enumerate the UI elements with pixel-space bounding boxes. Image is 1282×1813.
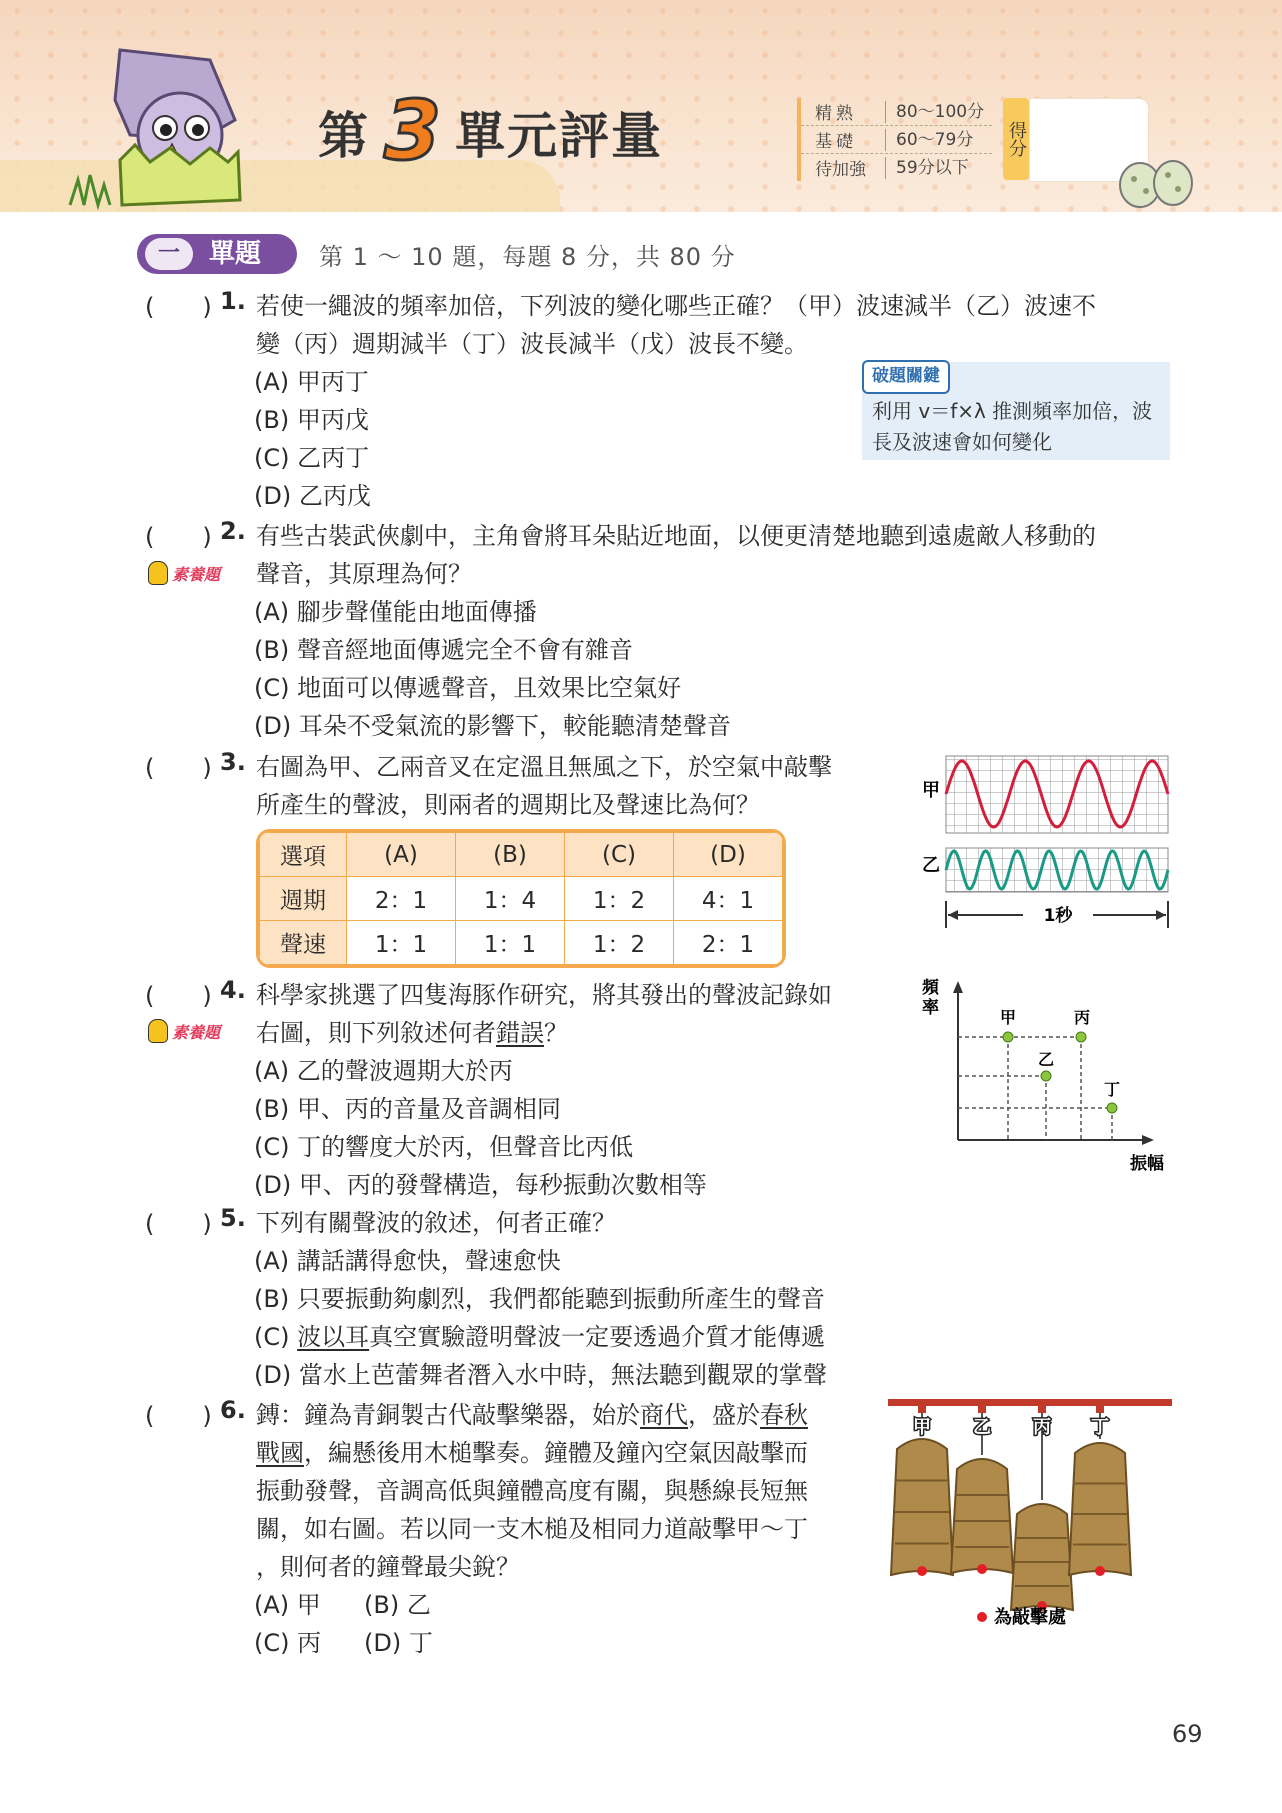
question-text: [256, 1396, 808, 1434]
table-cell: 1：2: [565, 877, 674, 921]
wave-label-b: 乙: [922, 855, 940, 876]
name-underline: 波以耳: [297, 1323, 370, 1351]
option-d[interactable]: (D) 丁: [364, 1629, 433, 1657]
grade-row: [801, 153, 992, 181]
question-text: 變（丙）週期減半（丁）波長減半（戊）波長不變。: [256, 330, 808, 358]
grade-range: 80～100分: [885, 101, 992, 123]
frequency-amplitude-figure: [918, 975, 1174, 1175]
point-yi: [1041, 1071, 1051, 1081]
answer-blank[interactable]: ( ): [145, 754, 212, 782]
options-table: [256, 829, 786, 968]
section-name: 單題: [209, 239, 262, 269]
option-b[interactable]: (B) 聲音經地面傳遞完全不會有雜音: [254, 636, 633, 664]
bell-4: [1069, 1443, 1131, 1575]
bell-hook: [918, 1405, 926, 1413]
x-axis-label: 振幅: [1130, 1154, 1164, 1174]
bell-hook: [1038, 1405, 1046, 1413]
point-bing: [1076, 1032, 1086, 1042]
option-b[interactable]: (B) 甲、丙的音量及音調相同: [254, 1095, 561, 1123]
name-underline: 戰國: [256, 1439, 304, 1467]
option-b[interactable]: (B) 乙: [364, 1591, 431, 1619]
grade-row: [801, 98, 992, 125]
table-row-label: 聲速: [260, 921, 347, 965]
table-cell: 2：1: [347, 877, 456, 921]
badge-text: 素養題: [172, 564, 221, 584]
answer-blank[interactable]: ( ): [145, 982, 212, 1010]
question-text: ，則何者的鐘聲最尖銳？: [256, 1553, 520, 1581]
question-text: 下列有關聲波的敘述，何者正確？: [256, 1209, 616, 1237]
question-text-part: ？: [544, 1019, 568, 1047]
table-cell: 1：1: [456, 921, 565, 965]
question-text: 有些古裝武俠劇中，主角會將耳朵貼近地面，以便更清楚地聽到遠處敵人移動的: [256, 522, 1096, 550]
section-heading: [137, 234, 736, 274]
badge-text: 素養題: [172, 1022, 221, 1042]
score-label: 得分: [1003, 98, 1029, 180]
dinosaur-mascot-icon: [60, 40, 260, 210]
option-c[interactable]: (C) 丁的響度大於丙，但聲音比丙低: [254, 1133, 634, 1161]
bell-label: 丙: [1033, 1417, 1051, 1438]
question-text: [256, 1434, 808, 1472]
table-cell: 1：1: [347, 921, 456, 965]
bell-1: [891, 1439, 953, 1575]
question-text: 科學家挑選了四隻海豚作研究，將其發出的聲波記錄如: [256, 981, 832, 1009]
y-axis-label-1: 頻: [922, 978, 939, 998]
eggs-icon: [1118, 155, 1198, 210]
question-text: 若使一繩波的頻率加倍，下列波的變化哪些正確？（甲）波速減半（乙）波速不: [256, 292, 1096, 320]
title-suffix: 單元評量: [455, 107, 664, 165]
name-underline: 商代: [640, 1401, 688, 1429]
grade-range: 60～79分: [885, 129, 992, 151]
legend-text: 為敲擊處: [994, 1607, 1066, 1628]
wave-figure: [918, 748, 1174, 940]
grade-label: 待加強: [815, 160, 866, 180]
strike-point-legend-icon: [977, 1612, 987, 1622]
point-label: 丙: [1074, 1008, 1091, 1027]
bell-label: 丁: [1091, 1417, 1109, 1438]
strike-point: [1095, 1566, 1105, 1576]
lightbulb-icon: [148, 1019, 168, 1043]
strike-point: [917, 1566, 927, 1576]
table-header[interactable]: (C): [565, 833, 674, 877]
option-a[interactable]: (A) 甲: [254, 1591, 321, 1619]
point-label: 乙: [1038, 1050, 1055, 1069]
table-header: 選項: [260, 833, 347, 877]
question-text: 所產生的聲波，則兩者的週期比及聲速比為何？: [256, 791, 760, 819]
question-text-part: ，盛於: [688, 1401, 760, 1429]
point-jia: [1003, 1032, 1013, 1042]
grade-label: 精熟: [815, 104, 857, 124]
question-text: 聲音，其原理為何？: [256, 560, 472, 588]
section-note: 第 1 ～ 10 題，每題 8 分，共 80 分: [319, 242, 736, 271]
wave-label-a: 甲: [922, 780, 940, 801]
emphasis-underline: 錯誤: [496, 1019, 544, 1047]
option-text: 真空實驗證明聲波一定要透過介質才能傳遞: [369, 1323, 826, 1351]
answer-blank[interactable]: ( ): [145, 1402, 212, 1430]
question-text: 關，如右圖。若以同一支木槌及相同力道敲擊甲～丁: [256, 1515, 808, 1543]
lightbulb-icon: [148, 561, 168, 585]
bell-2: [951, 1459, 1013, 1573]
table-cell: 2：1: [674, 921, 783, 965]
option-prefix: (C): [254, 1323, 298, 1351]
option-d[interactable]: (D) 乙丙戊: [254, 482, 371, 510]
unit-number: 3: [384, 84, 442, 179]
answer-blank[interactable]: ( ): [145, 293, 212, 321]
point-label: 甲: [1000, 1008, 1017, 1027]
option-c[interactable]: (C) 地面可以傳遞聲音，且效果比空氣好: [254, 674, 682, 702]
option-a[interactable]: (A) 乙的聲波週期大於丙: [254, 1057, 513, 1085]
y-axis-label-2: 率: [922, 998, 939, 1018]
option-d[interactable]: (D) 甲、丙的發聲構造，每秒振動次數相等: [254, 1171, 707, 1199]
section-pill: [137, 234, 297, 274]
bell-3: [1011, 1504, 1073, 1610]
question-number: 2.: [220, 517, 246, 545]
question-text-part: 右圖，則下列敘述何者: [256, 1019, 496, 1047]
hanging-bar: [888, 1399, 1172, 1406]
bell-hook: [1096, 1405, 1104, 1413]
grade-row: [801, 125, 992, 153]
grading-table: [797, 98, 992, 181]
bell-label: 甲: [913, 1417, 931, 1438]
table-header[interactable]: (B): [456, 833, 565, 877]
bell-hook: [978, 1405, 986, 1413]
table-header[interactable]: (D): [674, 833, 783, 877]
hint-tag: 破題關鍵: [862, 360, 950, 394]
bell-label: 乙: [973, 1417, 991, 1438]
table-header[interactable]: (A): [347, 833, 456, 877]
grade-range: 59分以下: [885, 157, 992, 179]
span-label: 1秒: [1043, 906, 1073, 926]
question-text-part: ，編懸後用木槌擊奏。鐘體及鐘內空氣因敲擊而: [304, 1439, 808, 1467]
table-cell: 1：2: [565, 921, 674, 965]
question-text-part: 鎛：鐘為青銅製古代敲擊樂器，始於: [256, 1401, 640, 1429]
bells-figure: [888, 1395, 1176, 1635]
table-row-label: 週期: [260, 877, 347, 921]
hint-text: 利用 v＝f×λ 推測頻率加倍，波長及波速會如何變化: [872, 399, 1153, 454]
literacy-badge: [148, 558, 240, 588]
section-number: 一: [145, 238, 193, 270]
page-title: [318, 84, 664, 179]
option-b[interactable]: (B) 只要振動夠劇烈，我們都能聽到振動所產生的聲音: [254, 1285, 825, 1313]
table-cell: 4：1: [674, 877, 783, 921]
answer-blank[interactable]: ( ): [145, 523, 212, 551]
question-number: 3.: [220, 748, 246, 776]
point-ding: [1107, 1103, 1117, 1113]
page-number: 69: [1172, 1720, 1203, 1748]
name-underline: 春秋: [760, 1401, 808, 1429]
option-c[interactable]: [254, 1318, 825, 1356]
question-number: 5.: [220, 1204, 246, 1232]
option-a[interactable]: (A) 甲丙丁: [254, 368, 369, 396]
answer-blank[interactable]: ( ): [145, 1210, 212, 1238]
question-text: [256, 1014, 568, 1052]
strike-point: [977, 1564, 987, 1574]
option-c[interactable]: (C) 乙丙丁: [254, 444, 370, 472]
option-d[interactable]: (D) 耳朵不受氣流的影響下，較能聽清楚聲音: [254, 712, 731, 740]
question-text: 振動發聲，音調高低與鐘體高度有關，與懸線長短無: [256, 1477, 808, 1505]
question-number: 4.: [220, 976, 246, 1004]
table-cell: 1：4: [456, 877, 565, 921]
option-c[interactable]: (C) 丙: [254, 1629, 322, 1657]
option-b[interactable]: (B) 甲丙戊: [254, 406, 369, 434]
point-label: 丁: [1104, 1080, 1121, 1099]
title-prefix: 第: [318, 107, 370, 165]
question-number: 6.: [220, 1396, 246, 1424]
literacy-badge: [148, 1016, 240, 1046]
option-d[interactable]: (D) 當水上芭蕾舞者潛入水中時，無法聽到觀眾的掌聲: [254, 1361, 827, 1389]
grade-label: 基礎: [815, 132, 857, 152]
option-a[interactable]: (A) 腳步聲僅能由地面傳播: [254, 598, 537, 626]
option-a[interactable]: (A) 講話講得愈快，聲速愈快: [254, 1247, 561, 1275]
question-text: 右圖為甲、乙兩音叉在定溫且無風之下，於空氣中敲擊: [256, 753, 832, 781]
question-number: 1.: [220, 287, 246, 315]
